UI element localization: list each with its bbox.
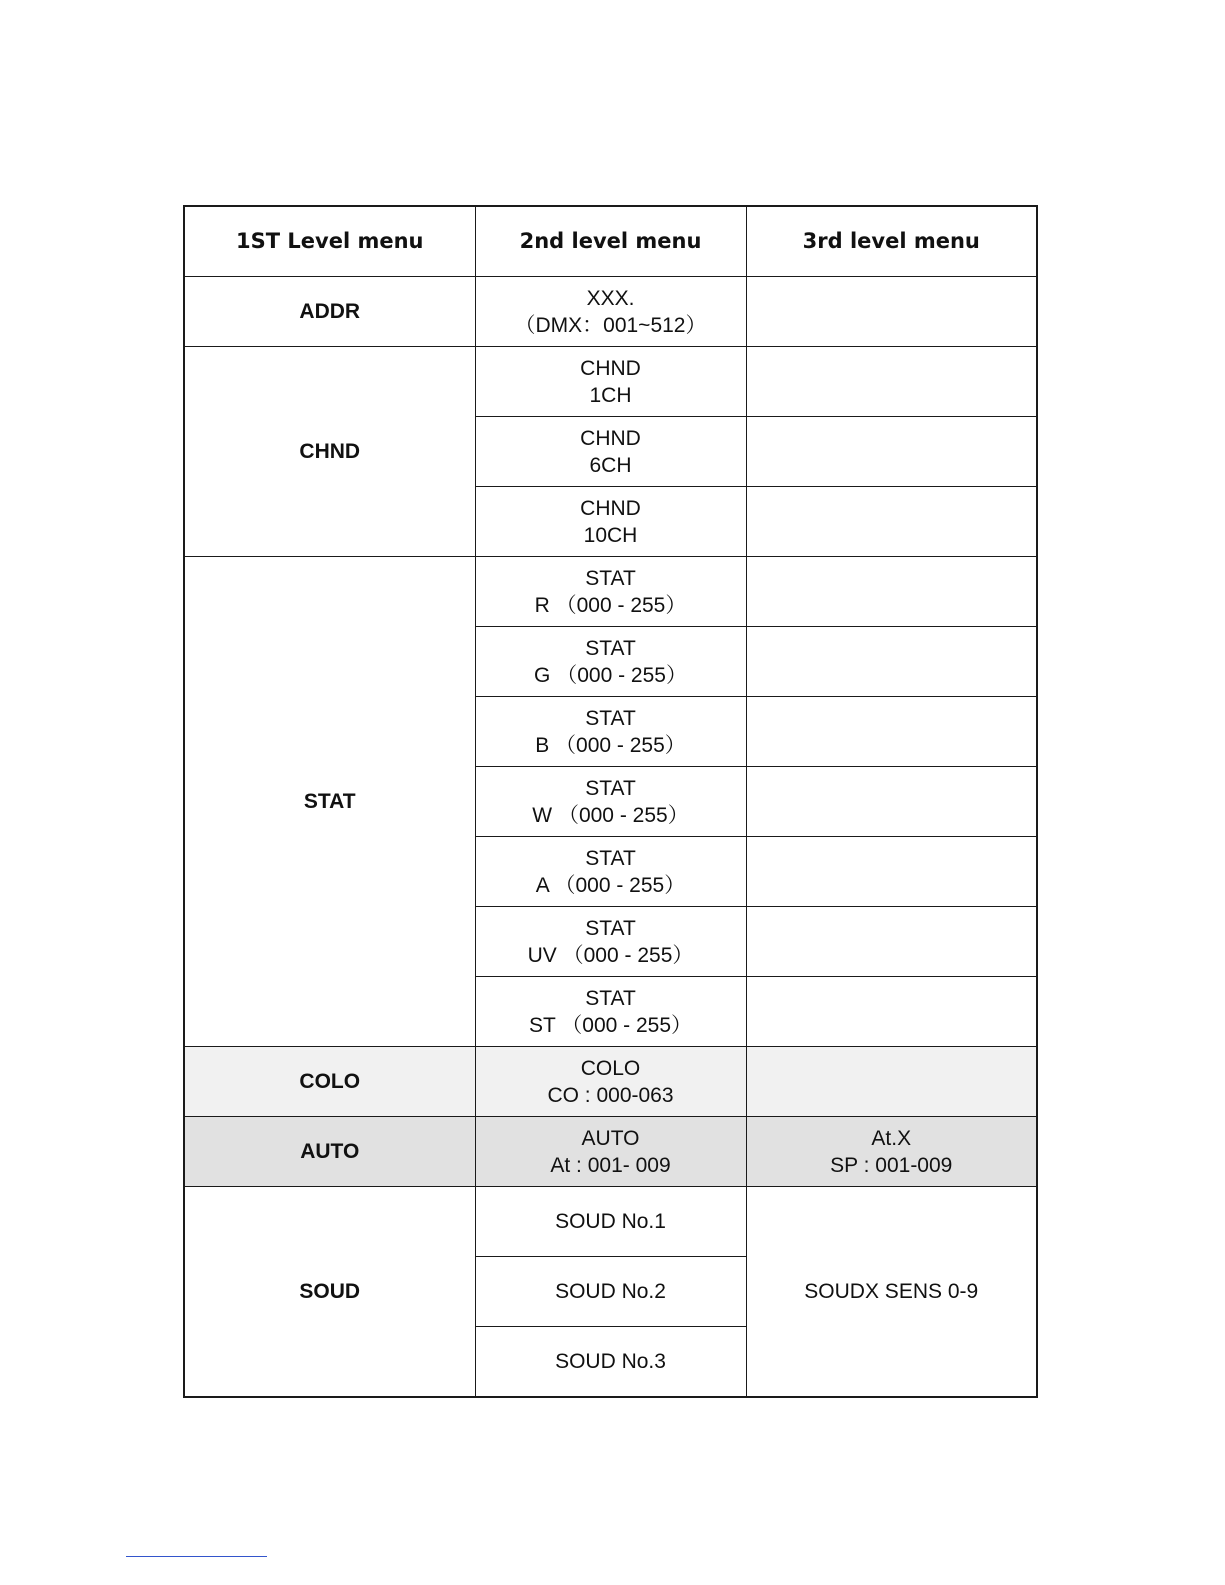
stat-level2-4 [475, 767, 746, 837]
stat-level2-5 [475, 837, 746, 907]
stat-level2-7 [475, 977, 746, 1047]
menu-structure-table [183, 205, 1038, 1398]
stat-7-line1: STAT [585, 986, 636, 1010]
soud-row-1 [184, 1187, 1037, 1257]
soud-level2-3: SOUD No.3 [475, 1327, 746, 1398]
addr-row [184, 277, 1037, 347]
stat-row-1 [184, 557, 1037, 627]
colo-label: COLO [184, 1047, 475, 1117]
stat-6-line2: UV （000 - 255） [527, 943, 694, 967]
soud-level3: SOUDX SENS 0-9 [746, 1187, 1037, 1398]
colo-level2 [475, 1047, 746, 1117]
footer-link-underline[interactable] [126, 1556, 267, 1557]
auto-l3-line1: At.X [871, 1126, 912, 1150]
chnd-level2-3 [475, 487, 746, 557]
stat-4-line2: W （000 - 255） [532, 803, 689, 827]
chnd-3-line2: 10CH [583, 523, 638, 547]
colo-level3 [746, 1047, 1037, 1117]
colo-l2-line2: CO : 000-063 [547, 1083, 674, 1107]
stat-label: STAT [184, 557, 475, 1047]
chnd-level2-2 [475, 417, 746, 487]
header-level2: 2nd level menu [475, 206, 746, 277]
stat-5-line1: STAT [585, 846, 636, 870]
auto-level3 [746, 1117, 1037, 1187]
stat-6-line1: STAT [585, 916, 636, 940]
chnd-row-1 [184, 347, 1037, 417]
chnd-level3-1 [746, 347, 1037, 417]
auto-l3-line2: SP : 001-009 [830, 1153, 953, 1177]
stat-level3-3 [746, 697, 1037, 767]
header-level3: 3rd level menu [746, 206, 1037, 277]
addr-level2 [475, 277, 746, 347]
stat-1-line2: R （000 - 255） [534, 593, 687, 617]
stat-5-line2: A （000 - 255） [535, 873, 686, 897]
soud-label: SOUD [184, 1187, 475, 1398]
auto-label: AUTO [184, 1117, 475, 1187]
auto-level2 [475, 1117, 746, 1187]
stat-level2-1 [475, 557, 746, 627]
stat-4-line1: STAT [585, 776, 636, 800]
addr-l2-line2: （DMX：001~512） [514, 313, 707, 337]
header-row [184, 206, 1037, 277]
stat-2-line2: G （000 - 255） [534, 663, 687, 687]
header-level1: 1ST Level menu [184, 206, 475, 277]
stat-level2-2 [475, 627, 746, 697]
stat-3-line2: B （000 - 255） [535, 733, 686, 757]
chnd-label: CHND [184, 347, 475, 557]
stat-level3-2 [746, 627, 1037, 697]
auto-l2-line2: At : 001- 009 [550, 1153, 671, 1177]
chnd-1-line2: 1CH [589, 383, 632, 407]
addr-label: ADDR [184, 277, 475, 347]
soud-level2-2: SOUD No.2 [475, 1257, 746, 1327]
stat-level3-4 [746, 767, 1037, 837]
chnd-level2-1 [475, 347, 746, 417]
stat-level3-1 [746, 557, 1037, 627]
stat-3-line1: STAT [585, 706, 636, 730]
chnd-level3-2 [746, 417, 1037, 487]
chnd-level3-3 [746, 487, 1037, 557]
stat-1-line1: STAT [585, 566, 636, 590]
stat-level3-7 [746, 977, 1037, 1047]
chnd-1-line1: CHND [580, 356, 641, 380]
addr-l2-line1: XXX. [586, 286, 635, 310]
auto-l2-line1: AUTO [581, 1126, 640, 1150]
colo-row [184, 1047, 1037, 1117]
chnd-3-line1: CHND [580, 496, 641, 520]
stat-7-line2: ST （000 - 255） [528, 1013, 693, 1037]
colo-l2-line1: COLO [580, 1056, 641, 1080]
soud-level2-1: SOUD No.1 [475, 1187, 746, 1257]
stat-level3-5 [746, 837, 1037, 907]
stat-2-line1: STAT [585, 636, 636, 660]
stat-level3-6 [746, 907, 1037, 977]
addr-level3 [746, 277, 1037, 347]
chnd-2-line2: 6CH [589, 453, 632, 477]
stat-level2-6 [475, 907, 746, 977]
chnd-2-line1: CHND [580, 426, 641, 450]
auto-row [184, 1117, 1037, 1187]
stat-level2-3 [475, 697, 746, 767]
